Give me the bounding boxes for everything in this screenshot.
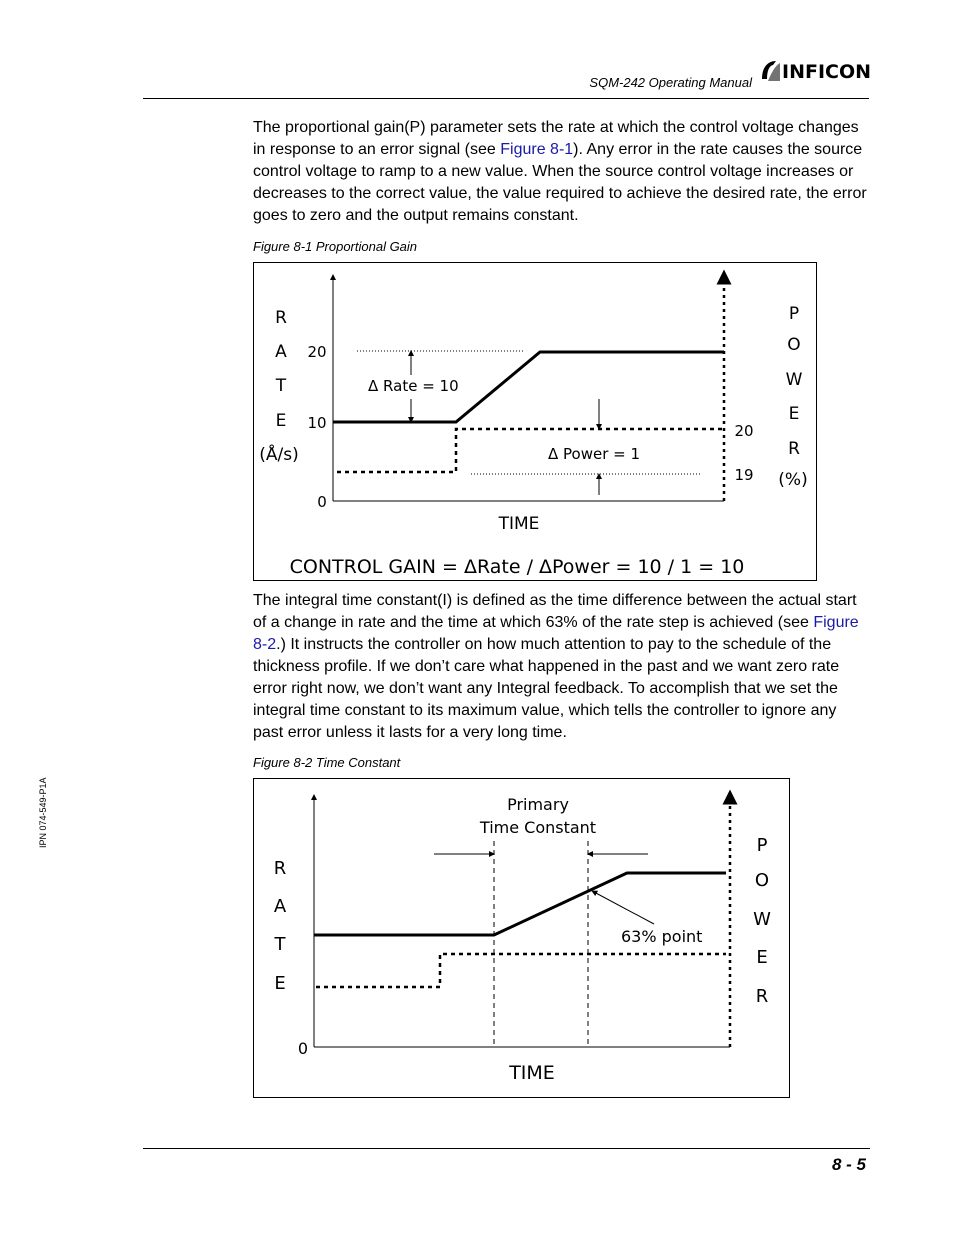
fig2-ytick-0: 0 — [297, 1039, 309, 1058]
fig1-power-line — [337, 429, 724, 472]
page-number: 8 - 5 — [831, 1155, 866, 1174]
fig2-power-letter-r: R — [755, 986, 769, 1007]
fig2-rate-letter-r: R — [273, 858, 287, 879]
fig2-power-letter-p: P — [756, 835, 768, 856]
figure1-proportional-gain — [253, 262, 817, 581]
fig1-ytick-20: 20 — [307, 343, 327, 361]
fig1-formula: CONTROL GAIN = ΔRate / ΔPower = 10 / 1 = 10 — [289, 556, 745, 578]
paragraph2-text-a: The integral time constant(I) is defined as the time difference between the actual start of a change in rate and the time at which 63% of the rate step is achieved (see — [253, 592, 857, 631]
fig1-power-unit: (%) — [778, 470, 808, 490]
figure2-time-constant — [253, 778, 790, 1098]
fig1-ytick-0: 0 — [317, 493, 327, 511]
fig2-rate-letter-t: T — [274, 934, 286, 955]
fig1-power-tick-20: 20 — [734, 422, 754, 440]
fig1-power-letter-w: W — [785, 370, 803, 390]
fig2-power-letter-e: E — [756, 947, 768, 968]
figure1-caption: Figure 8-1 Proportional Gain — [253, 239, 418, 254]
fig1-power-tick-19: 19 — [734, 466, 754, 484]
paragraph-integral-time-constant — [253, 590, 869, 744]
figure-8-1-link[interactable]: Figure 8-1 — [500, 141, 574, 158]
fig1-power-letter-o: O — [787, 335, 801, 355]
fig1-x-axis-label: TIME — [498, 514, 540, 534]
paragraph1-text-b: ). Any error in the rate causes the source control voltage to ramp to a new value. When the source control voltage increases or decreases to the correct value, the value required to achieve the desired rate, the error goes to zero and the output remains constant. — [253, 141, 867, 224]
fig2-power-line — [316, 954, 726, 987]
fig1-rate-letter-e: E — [275, 411, 287, 431]
fig1-delta-rate-label: Δ Rate = 10 — [368, 377, 459, 395]
fig1-delta-power-label: Δ Power = 1 — [548, 445, 641, 463]
figure2-caption: Figure 8-2 Time Constant — [253, 755, 401, 770]
footer-rule — [143, 1148, 870, 1149]
fig2-rate-letter-a: A — [273, 896, 287, 917]
fig2-x-axis-label: TIME — [509, 1062, 555, 1084]
fig2-63pct-label: 63% point — [621, 927, 703, 946]
brand-name: INFICON — [782, 61, 872, 83]
fig1-rate-letter-t: T — [275, 376, 287, 396]
fig1-power-letter-p: P — [788, 304, 800, 324]
paragraph1-text-a: The proportional gain(P) parameter sets the rate at which the control voltage changes in response to an error signal (see — [253, 119, 859, 158]
fig1-rate-unit: (Å/s) — [259, 445, 299, 465]
fig1-power-letter-e: E — [788, 404, 800, 424]
fig2-rate-letter-e: E — [274, 973, 286, 994]
manual-title: SQM-242 Operating Manual — [589, 75, 752, 90]
fig2-title-line2: Time Constant — [479, 818, 597, 837]
figure-8-2-link[interactable]: Figure 8-2 — [253, 614, 859, 653]
fig2-title-line1: Primary — [507, 795, 569, 814]
inficon-logo — [760, 57, 872, 87]
header-rule — [143, 98, 869, 99]
fig2-power-letter-o: O — [754, 870, 770, 891]
document-code: IPN 074-549-P1A — [38, 777, 48, 848]
fig1-rate-letter-r: R — [275, 308, 287, 328]
paragraph2-text-b: .) It instructs the controller on how much attention to pay to the schedule of the thickness profile. If we don’t care what happened in the past and we want zero rate error right now, we don’t want any Integral feedback. To accomplish that we set the integral time constant to its maximum value, which tells the controller to ignore any past error unless it lasts for a very long time. — [253, 636, 840, 741]
fig1-ytick-10: 10 — [307, 414, 327, 432]
fig2-rate-line — [314, 873, 726, 935]
paragraph-proportional-gain — [253, 117, 869, 227]
fig1-rate-letter-a: A — [275, 342, 287, 362]
fig1-power-letter-r: R — [788, 439, 800, 459]
fig2-point-arrow — [594, 892, 654, 924]
fig2-power-letter-w: W — [753, 909, 771, 930]
